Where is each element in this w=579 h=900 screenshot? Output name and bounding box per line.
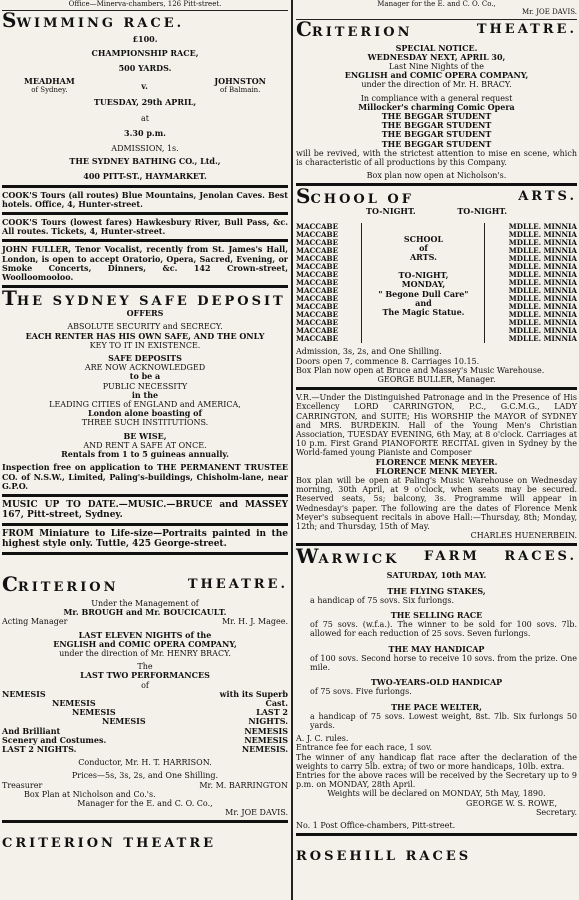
pianist-name-1: FLORENCE MENK MEYER. (375, 456, 498, 467)
criterion-line: WEDNESDAY NEXT, APRIL 30, (367, 51, 506, 62)
deposit-line: THREE SUCH INSTITUTIONS. (81, 418, 209, 428)
maccabe-line: MACCABE (296, 310, 339, 320)
box-plan: Box plan now open at Nicholson's. (366, 171, 507, 181)
miniature-advert: FROM Miniature to Life-size—Portraits painted in the highest style only. Tuttle, 425 George-street. (2, 528, 288, 549)
minnia-line: MDLLE. MINNIA (508, 221, 577, 231)
nemesis-rows (2, 690, 288, 754)
minnia-line: MDLLE. MINNIA (508, 245, 577, 255)
of: of (141, 680, 149, 690)
swimming-advert (2, 8, 288, 182)
deposit-line: ARE NOW ACKNOWLEDGED (84, 363, 206, 373)
arts-center-line: MONDAY, (401, 279, 446, 290)
rule (2, 552, 288, 555)
rule (2, 212, 288, 215)
warwick-title: WARWICK FARM RACES. (296, 544, 577, 569)
nemesis-left: NEMESIS (72, 707, 116, 718)
arts-manager: GEORGE BULLER, Manager. (377, 374, 496, 384)
next-advert-cut: ROSEHILL RACES (296, 849, 472, 865)
deposit-line: BE WISE, (123, 430, 167, 441)
minnia-line: MDLLE. MINNIA (508, 229, 577, 239)
deposit-line: in the (131, 389, 159, 400)
rule (2, 185, 288, 188)
minnia-line: MDLLE. MINNIA (508, 277, 577, 287)
arts-center-line: " Begone Dull Care" (378, 288, 469, 299)
maccabe-line: MACCABE (296, 245, 339, 255)
last-two-performances: LAST TWO PERFORMANCES (80, 670, 210, 681)
nemesis-right: NEMESIS (244, 734, 288, 745)
minnia-line: MDLLE. MINNIA (508, 261, 577, 271)
criterion-line: Millocker's charming Comic Opera (358, 101, 515, 112)
warwick-advert (296, 544, 577, 865)
criterion-advert-right (296, 16, 577, 181)
secretary: GEORGE W. S. ROWE, (466, 798, 557, 808)
prize: £100. (132, 34, 158, 45)
maccabe-line: MACCABE (296, 237, 339, 247)
left-column (2, 0, 288, 900)
manager-name: Mr. JOE DAVIS. (225, 808, 288, 818)
nemesis-left: NEMESIS (102, 716, 146, 727)
race-text: a handicap of 75 sovs. Six furlongs. (310, 595, 454, 605)
race-date: TUESDAY, 29th APRIL, (93, 97, 197, 108)
recital-sign: CHARLES HUENERBEIN. (470, 531, 577, 541)
criterion-line: THE BEGGAR STUDENT (381, 120, 492, 131)
race-text: of 75 sovs. (w.f.a.). The winner to be sold for 100 sovs. 7lb. allowed for each reduction of 25 sovs. Seven furlongs. (310, 620, 577, 639)
criterion-line: THE BEGGAR STUDENT (381, 111, 492, 122)
deposit-line: ABSOLUTE SECURITY and SECRECY. (67, 322, 223, 332)
recital-more: Box plan will be open at Paling's Music Warehouse on Wednesday morning, 30th April, at 9 o'clock, when seats may be secured. Reserved seats, 5s; balcony, 3s. Programme will appear in Wednesday's paper. The following are the dates of Florence Menk Meyer's subsequent recitals in above Hall:—Thursday, 8th; Monday, 12th; and Thursday, 15th of May. (296, 475, 577, 531)
maccabe-line: MACCABE (296, 334, 339, 344)
safe-deposit-title: THE SYDNEY SAFE DEPOSIT (2, 286, 286, 311)
rule (2, 523, 288, 526)
rule (2, 494, 288, 497)
maccabe-list (296, 223, 338, 344)
race-name: THE FLYING STAKES, (387, 585, 486, 596)
company-name: ENGLISH and COMIC OPERA COMPANY, (53, 638, 237, 649)
maccabe-line: MACCABE (296, 294, 339, 304)
company: THE SYDNEY BATHING CO., Ltd., (69, 156, 221, 167)
recital-text: V.R.—Under the Distinguished Patronage and in the Presence of His Excellency LORD CARRINGTON, P.C., G.C.M.G., LADY CARRINGTON, and SUITE; His WORSHIP the MAYOR of SYDNEY and MRS. BURDEKIN. Hall of the Young Men's Christian Association, TUESDAY EVENING, 6th May, at 8 o'clock. Carriages at 10 p.m. First Grand PIANOFORTE RECITAL given in Sydney by the World-famed young Pianiste and Composer (296, 393, 577, 458)
winner-rule: The winner of any handicap flat race after the declaration of the weights to carry 5lb. extra; of two or more handicaps, 10lb. extra. (296, 752, 577, 771)
minnia-list (509, 223, 577, 344)
race-list (296, 587, 577, 731)
criterion-line: Last Nine Nights of the (388, 62, 485, 71)
maccabe-line: MACCABE (296, 261, 339, 271)
top-line: Office—Minerva-chambers, 126 Pitt-street. (68, 0, 222, 8)
revived: will be revived, with the strictest attention to mise en scene, which is characteristic of all productions by this Company. (296, 148, 577, 168)
fuller-advert: JOHN FULLER, Tenor Vocalist, recently from St. James's Hall, London, is open to accept Oratorio, Opera, Sacred, Evening, or Smoke Concerts, Dinners, &c. 142 Crown-street, Woolloomooloo. (2, 244, 288, 283)
deposit-line: EACH RENTER HAS HIS OWN SAFE, AND THE ONLY (25, 330, 265, 341)
arts-center-box (361, 223, 485, 344)
rule (2, 239, 288, 242)
last-nights: LAST ELEVEN NIGHTS of the (78, 629, 212, 640)
criterion-line: ENGLISH and COMIC OPERA COMPANY, (344, 70, 529, 81)
mgmt-names: Mr. BROUGH and Mr. BOUCICAULT. (63, 607, 227, 618)
entries: Entries for the above races will be received by the Secretary up to 9 p.m. on MONDAY, 28th April. (296, 771, 577, 790)
nemesis-left: Scenery and Costumes. (2, 734, 107, 745)
top-name: Mr. JOE DAVIS. (522, 8, 577, 17)
rule-line: A. J. C. rules. (296, 734, 349, 744)
criterion-title: CRITERION THEATRE. (2, 571, 288, 596)
minnia-line: MDLLE. MINNIA (508, 286, 577, 296)
contestant-right: JOHNSTON (214, 75, 266, 86)
nemesis-right: with its Superb (219, 688, 288, 699)
arts-center-line: ARTS. (409, 252, 437, 263)
admission: ADMISSION, 1s. (111, 144, 179, 154)
pianist-name-2: FLORENCE MENK MEYER. (375, 465, 498, 476)
deposit-line: Rentals from 1 to 5 guineas annually. (61, 449, 229, 460)
rule (2, 820, 288, 823)
top-line: Manager for the E. and C. O. Co., (377, 0, 496, 8)
music-advert: MUSIC UP TO DATE.—MUSIC.—BRUCE and MASSEY 167, Pitt-street, Sydney. (2, 499, 288, 520)
minnia-line: MDLLE. MINNIA (508, 318, 577, 328)
deposit-line: OFFERS (126, 308, 164, 319)
distance: 500 YARDS. (118, 62, 172, 73)
cooks-advert-1: COOK'S Tours (all routes) Blue Mountains, Jenolan Caves. Best hotels. Office, 4, Hunter-street. (2, 189, 288, 209)
criterion-title: CRITERION THEATRE. (296, 16, 577, 41)
maccabe-line: MACCABE (296, 286, 339, 296)
safe-deposit-advert (2, 286, 288, 491)
rule (296, 543, 577, 546)
arts-box: Box Plan now open at Bruce and Massey's Music Warehouse. (296, 365, 545, 375)
maccabe-line: MACCABE (296, 302, 339, 312)
nemesis-row (2, 699, 288, 708)
race-text: of 100 sovs. Second horse to receive 10 sovs. from the prize. One mile. (310, 653, 577, 673)
arts-center-line: SCHOOL (403, 233, 444, 244)
secretary-title: Secretary. (535, 807, 577, 817)
next-advert-cut: CRITERION THEATRE (2, 836, 217, 852)
rule (296, 387, 577, 390)
deposit-line: to be a (129, 371, 161, 382)
arts-doors: Doors open 7, commence 8. Carriages 10.15. (296, 356, 480, 366)
rule (296, 19, 577, 20)
deposit-line: LEADING CITIES of ENGLAND and AMERICA, (49, 400, 241, 410)
arts-center-line: and (415, 297, 432, 308)
recital-advert (296, 393, 577, 540)
deposit-line: PUBLIC NECESSITY (102, 381, 188, 391)
nemesis-left: NEMESIS (52, 697, 96, 708)
rule (296, 833, 577, 836)
maccabe-line: MACCABE (296, 253, 339, 263)
criterion-line: THE BEGGAR STUDENT (381, 138, 492, 149)
arts-admission: Admission, 3s, 2s, and One Shilling. (296, 347, 442, 357)
deposit-line: KEY TO IT IN EXISTENCE. (89, 340, 201, 350)
rule (2, 285, 288, 288)
arts-center-line: The Magic Statue. (382, 307, 465, 318)
nemesis-right: Cast. (265, 697, 288, 708)
nemesis-row (2, 690, 288, 699)
minnia-line: MDLLE. MINNIA (508, 326, 577, 336)
deposit-line: London alone boasting of (88, 408, 202, 419)
weights: Weights will be declared on MONDAY, 5th May, 1890. (327, 789, 546, 799)
criterion-line: THE BEGGAR STUDENT (381, 129, 492, 140)
race-name: TWO-YEARS-OLD HANDICAP (370, 677, 503, 688)
at: at (141, 113, 149, 123)
contestants (2, 77, 288, 95)
arts-bill (296, 223, 577, 344)
nemesis-left: LAST 2 NIGHTS. (2, 743, 77, 754)
minnia-line: MDLLE. MINNIA (508, 310, 577, 320)
maccabe-line: MACCABE (296, 326, 339, 336)
nemesis-right: NIGHTS. (248, 716, 288, 727)
arts-center-line: TO-NIGHT, (398, 270, 449, 281)
minnia-line: MDLLE. MINNIA (508, 237, 577, 247)
criterion-advert-left (2, 571, 288, 852)
nemesis-right: LAST 2 (256, 707, 288, 718)
special-notice: SPECIAL NOTICE. (395, 42, 478, 53)
race-time: 3.30 p.m. (124, 127, 166, 138)
maccabe-line: MACCABE (296, 269, 339, 279)
nemesis-left: NEMESIS (2, 688, 46, 699)
maccabe-line: MACCABE (296, 318, 339, 328)
rules-list (296, 734, 577, 752)
conductor: Conductor, Mr. H. T. HARRISON. (78, 758, 212, 768)
deposit-line: SAFE DEPOSITS (108, 353, 182, 364)
versus: v. (141, 80, 148, 91)
race-name: THE SELLING RACE (390, 610, 483, 621)
company-address: 400 PITT-ST., HAYMARKET. (83, 171, 207, 182)
criterion-line: under the direction of Mr. H. BRACY. (361, 80, 512, 90)
race-name: CHAMPIONSHIP RACE, (91, 47, 199, 58)
inspection: Inspection free on application to THE PERMANENT TRUSTEE CO. of N.S.W., Limited, Paling's-buildings, Chisholm-lane, near G.P.O. (2, 462, 288, 491)
direction: under the direction of Mr. HENRY BRACY. (59, 648, 231, 658)
column-divider (291, 0, 293, 900)
right-column (296, 0, 577, 900)
race-name: THE MAY HANDICAP (388, 643, 485, 654)
minnia-line: MDLLE. MINNIA (508, 302, 577, 312)
maccabe-line: MACCABE (296, 277, 339, 287)
school-of-arts-advert (296, 184, 577, 384)
maccabe-line: MACCABE (296, 229, 339, 239)
minnia-line: MDLLE. MINNIA (508, 334, 577, 344)
race-day: SATURDAY, 10th MAY. (386, 570, 487, 581)
cooks-advert-2: COOK'S Tours (lowest fares) Hawkesbury River, Bull Pass, &c. All routes. Tickets, 4, Hunter-street. (2, 217, 288, 237)
nemesis-row (2, 745, 288, 754)
manager-line: Manager for the E. and C. O. Co., (77, 798, 213, 808)
criterion-lines (296, 53, 577, 149)
nemesis-left: And Brilliant (2, 725, 61, 736)
treasurer: Treasurer Mr. M. BARRINGTON (2, 780, 288, 790)
arts-center-line: of (419, 242, 428, 253)
safe-deposit-lines (2, 309, 288, 459)
minnia-line: MDLLE. MINNIA (508, 294, 577, 304)
swimming-title: SWIMMING RACE. (2, 8, 185, 33)
minnia-line: MDLLE. MINNIA (508, 269, 577, 279)
tonight-line: TO-NIGHT. TO-NIGHT. (366, 206, 507, 217)
rule (2, 10, 288, 11)
deposit-line: AND RENT A SAFE AT ONCE. (83, 440, 207, 450)
box-plan: Box Plan at Nicholson and Co.'s. (24, 789, 156, 799)
maccabe-line: MACCABE (296, 221, 339, 231)
contestant-left: MEADHAM (24, 75, 75, 86)
race-text: of 75 sovs. Five furlongs. (310, 687, 412, 697)
race-text: a handicap of 75 sovs. Lowest weight, 8st. 7lb. Six furlongs 50 yards. (310, 711, 577, 731)
contestant-right-town: of Balmain. (219, 86, 261, 95)
mgmt-line: Under the Management of (91, 598, 199, 608)
rule-line: Entrance fee for each race, 1 sov. (296, 743, 433, 753)
criterion-line: In compliance with a general request (360, 93, 513, 103)
acting-manager: Acting Manager Mr. H. J. Magee. (2, 617, 288, 627)
nemesis-right: NEMESIS. (241, 743, 288, 754)
race-name: THE PACE WELTER, (391, 701, 482, 712)
nemesis-right: NEMESIS (244, 725, 288, 736)
the: The (137, 662, 153, 672)
rule (296, 183, 577, 186)
arts-title: SCHOOL OF ARTS. (296, 184, 577, 209)
warwick-address: No. 1 Post Office-chambers, Pitt-street. (296, 821, 456, 831)
minnia-line: MDLLE. MINNIA (508, 253, 577, 263)
prices: Prices—5s, 3s, 2s, and One Shilling. (71, 771, 219, 781)
contestant-left-town: of Sydney. (31, 86, 68, 95)
